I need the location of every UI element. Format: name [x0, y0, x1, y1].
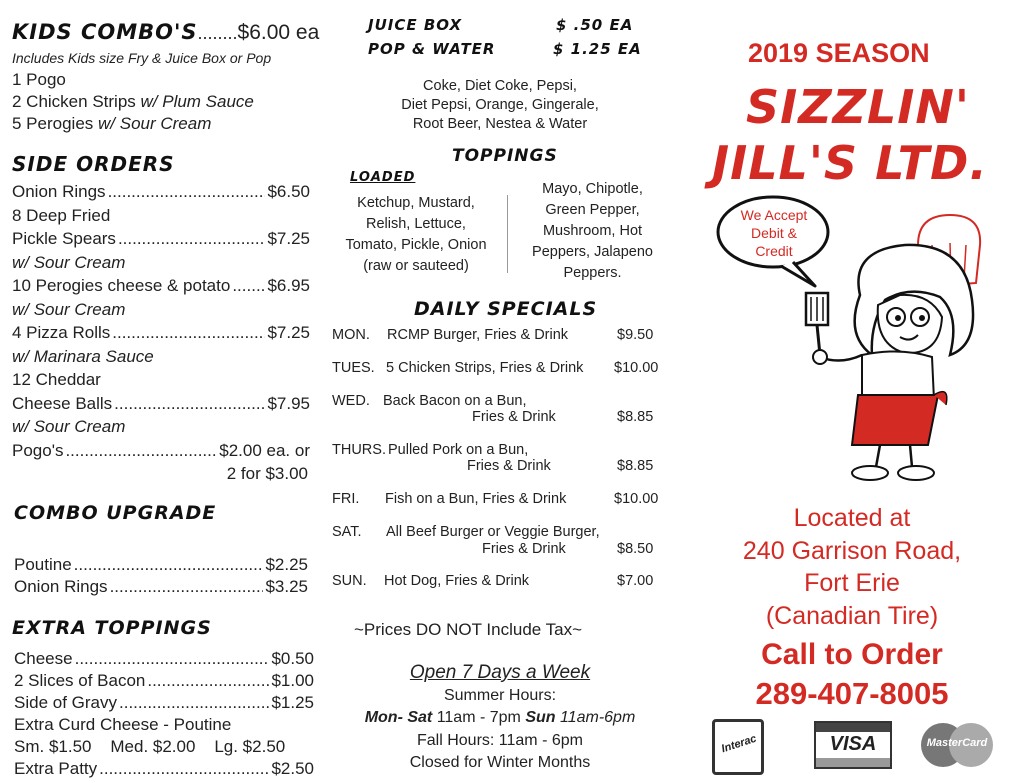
closed-note: Closed for Winter Months	[409, 754, 591, 771]
mastercard-label: MasterCard	[926, 737, 988, 749]
kids-combo-note: Includes Kids size Fry & Juice Box or Pop	[12, 50, 272, 66]
other-toppings-list: Mayo, Chipotle, Green Pepper, Mushroom, Hot Peppers, Jalapeno Peppers.	[532, 181, 653, 281]
special-price: $7.00	[617, 573, 654, 589]
summer-hours-label: Summer Hours:	[443, 686, 557, 704]
combo-upgrade-title: COMBO UPGRADE	[14, 502, 217, 524]
special-item: RCMP Burger, Fries & Drink	[387, 327, 569, 343]
location-block: Located at 240 Garrison Road, Fort Erie (Canadian Tire)	[742, 504, 962, 630]
menu-row: 10 Perogies cheese & potato ..... $6.95	[12, 274, 310, 298]
special-day: TUES.	[332, 360, 375, 376]
menu-row: 8 Deep Fried	[12, 205, 111, 225]
special-price: $10.00	[614, 360, 659, 376]
tax-note: ~Prices DO NOT Include Tax~	[354, 620, 583, 639]
toppings-title: TOPPINGS	[452, 146, 558, 166]
special-item: Back Bacon on a Bun,	[383, 393, 527, 409]
menu-row: Onion Rings ..... $6.50	[12, 180, 310, 204]
extra-toppings-list	[14, 648, 314, 780]
loaded-toppings-list: Ketchup, Mustard, Relish, Lettuce, Tomato, Pickle, Onion (raw or sauteed)	[345, 195, 487, 274]
menu-row: 12 Cheddar	[12, 370, 101, 389]
special-day: SAT.	[332, 524, 362, 540]
loaded-label: LOADED	[350, 170, 416, 185]
extra-toppings-title: EXTRA TOPPINGS	[12, 617, 212, 639]
kids-combo-list	[12, 69, 254, 135]
pop-water-label: POP & WATER	[368, 40, 496, 58]
open-days: Open 7 Days a Week	[409, 662, 591, 683]
menu-row-sub: w/ Sour Cream	[12, 299, 126, 319]
phone-number: 289-407-8005	[755, 676, 949, 711]
special-item-sub: Fries & Drink	[467, 458, 551, 474]
interac-logo-icon: Interac	[712, 719, 764, 775]
menu-row: Onion Rings ..... $3.25	[14, 576, 308, 598]
bubble-text: We Accept Debit & Credit	[740, 207, 808, 259]
special-price: $10.00	[614, 491, 659, 507]
kids-item: 5 Perogies w/ Sour Cream	[12, 114, 212, 133]
juice-box-label: JUICE BOX	[368, 16, 463, 34]
daily-specials-title: DAILY SPECIALS	[414, 298, 598, 320]
toppings-divider	[507, 195, 508, 273]
special-day: THURS.	[332, 442, 386, 458]
combo-upgrade-list	[14, 554, 308, 598]
kids-item: 1 Pogo	[12, 70, 66, 89]
menu-row: Poutine ..... $2.25	[14, 554, 308, 576]
menu-row: 4 Pizza Rolls ..... $7.25	[12, 321, 310, 345]
special-item: Hot Dog, Fries & Drink	[384, 573, 530, 589]
menu-row: Pickle Spears ..... $7.25	[12, 227, 310, 251]
side-orders-title: SIDE ORDERS	[12, 152, 175, 176]
menu-row: Side of Gravy ..... $1.25	[14, 692, 314, 714]
fall-hours: Fall Hours: 11am - 6pm	[417, 731, 583, 749]
special-day: FRI.	[332, 491, 360, 507]
special-item: Fish on a Bun, Fries & Drink	[385, 491, 567, 507]
brand-name-line2: JILL'S LTD.	[712, 136, 988, 190]
special-item: 5 Chicken Strips, Fries & Drink	[386, 360, 584, 376]
kids-combo-price: $6.00 ea	[237, 21, 320, 44]
menu-row: Cheese ..... $0.50	[14, 648, 314, 670]
menu-row-sub: 2 for $3.00	[226, 464, 308, 483]
kids-combo-title: KIDS COMBO'S	[12, 20, 198, 44]
special-item: Pulled Pork on a Bun,	[388, 442, 529, 458]
special-price: $9.50	[617, 327, 654, 343]
brand-name-line1: SIZZLIN'	[746, 80, 970, 134]
menu-row: Cheese Balls ..... $7.95	[12, 392, 310, 416]
special-item-sub: Fries & Drink	[472, 409, 556, 425]
special-day: WED.	[332, 393, 370, 409]
pop-water-price: $ 1.25 EA	[553, 40, 642, 58]
menu-row: 2 Slices of Bacon ..... $1.00	[14, 670, 314, 692]
menu-row: Sm. $1.50 Med. $2.00 Lg. $2.50	[14, 737, 286, 756]
kids-item: 2 Chicken Strips w/ Plum Sauce	[12, 92, 254, 111]
side-orders-list	[12, 180, 310, 486]
special-price: $8.85	[617, 458, 654, 474]
hours-block	[330, 662, 670, 775]
chef-girl-illustration	[800, 205, 990, 490]
menu-row-sub: w/ Sour Cream	[12, 417, 126, 436]
menu-row: Extra Patty ..... $2.50	[14, 758, 314, 780]
summer-hours: Mon- Sat 11am - 7pm Sun 11am-6pm	[364, 709, 636, 726]
juice-box-price: $ .50 EA	[556, 16, 634, 34]
menu-row-sub: w/ Sour Cream	[12, 252, 126, 272]
special-item-sub: Fries & Drink	[482, 541, 566, 557]
menu-row: Extra Curd Cheese - Poutine	[14, 715, 232, 734]
call-to-order: Call to Order	[761, 638, 943, 671]
menu-row-sub: w/ Marinara Sauce	[12, 346, 154, 366]
menu-row: Pogo's ..... $2.00 ea. or	[12, 439, 310, 463]
special-item: All Beef Burger or Veggie Burger,	[386, 524, 600, 540]
special-price: $8.50	[617, 541, 654, 557]
special-day: MON.	[332, 327, 370, 343]
special-price: $8.85	[617, 409, 654, 425]
visa-logo-icon: VISA	[814, 721, 892, 769]
season-title: 2019 SEASON	[748, 38, 930, 68]
special-day: SUN.	[332, 573, 367, 589]
drink-list: Coke, Diet Coke, Pepsi, Diet Pepsi, Orange, Gingerale, Root Beer, Nestea & Water	[401, 78, 599, 132]
